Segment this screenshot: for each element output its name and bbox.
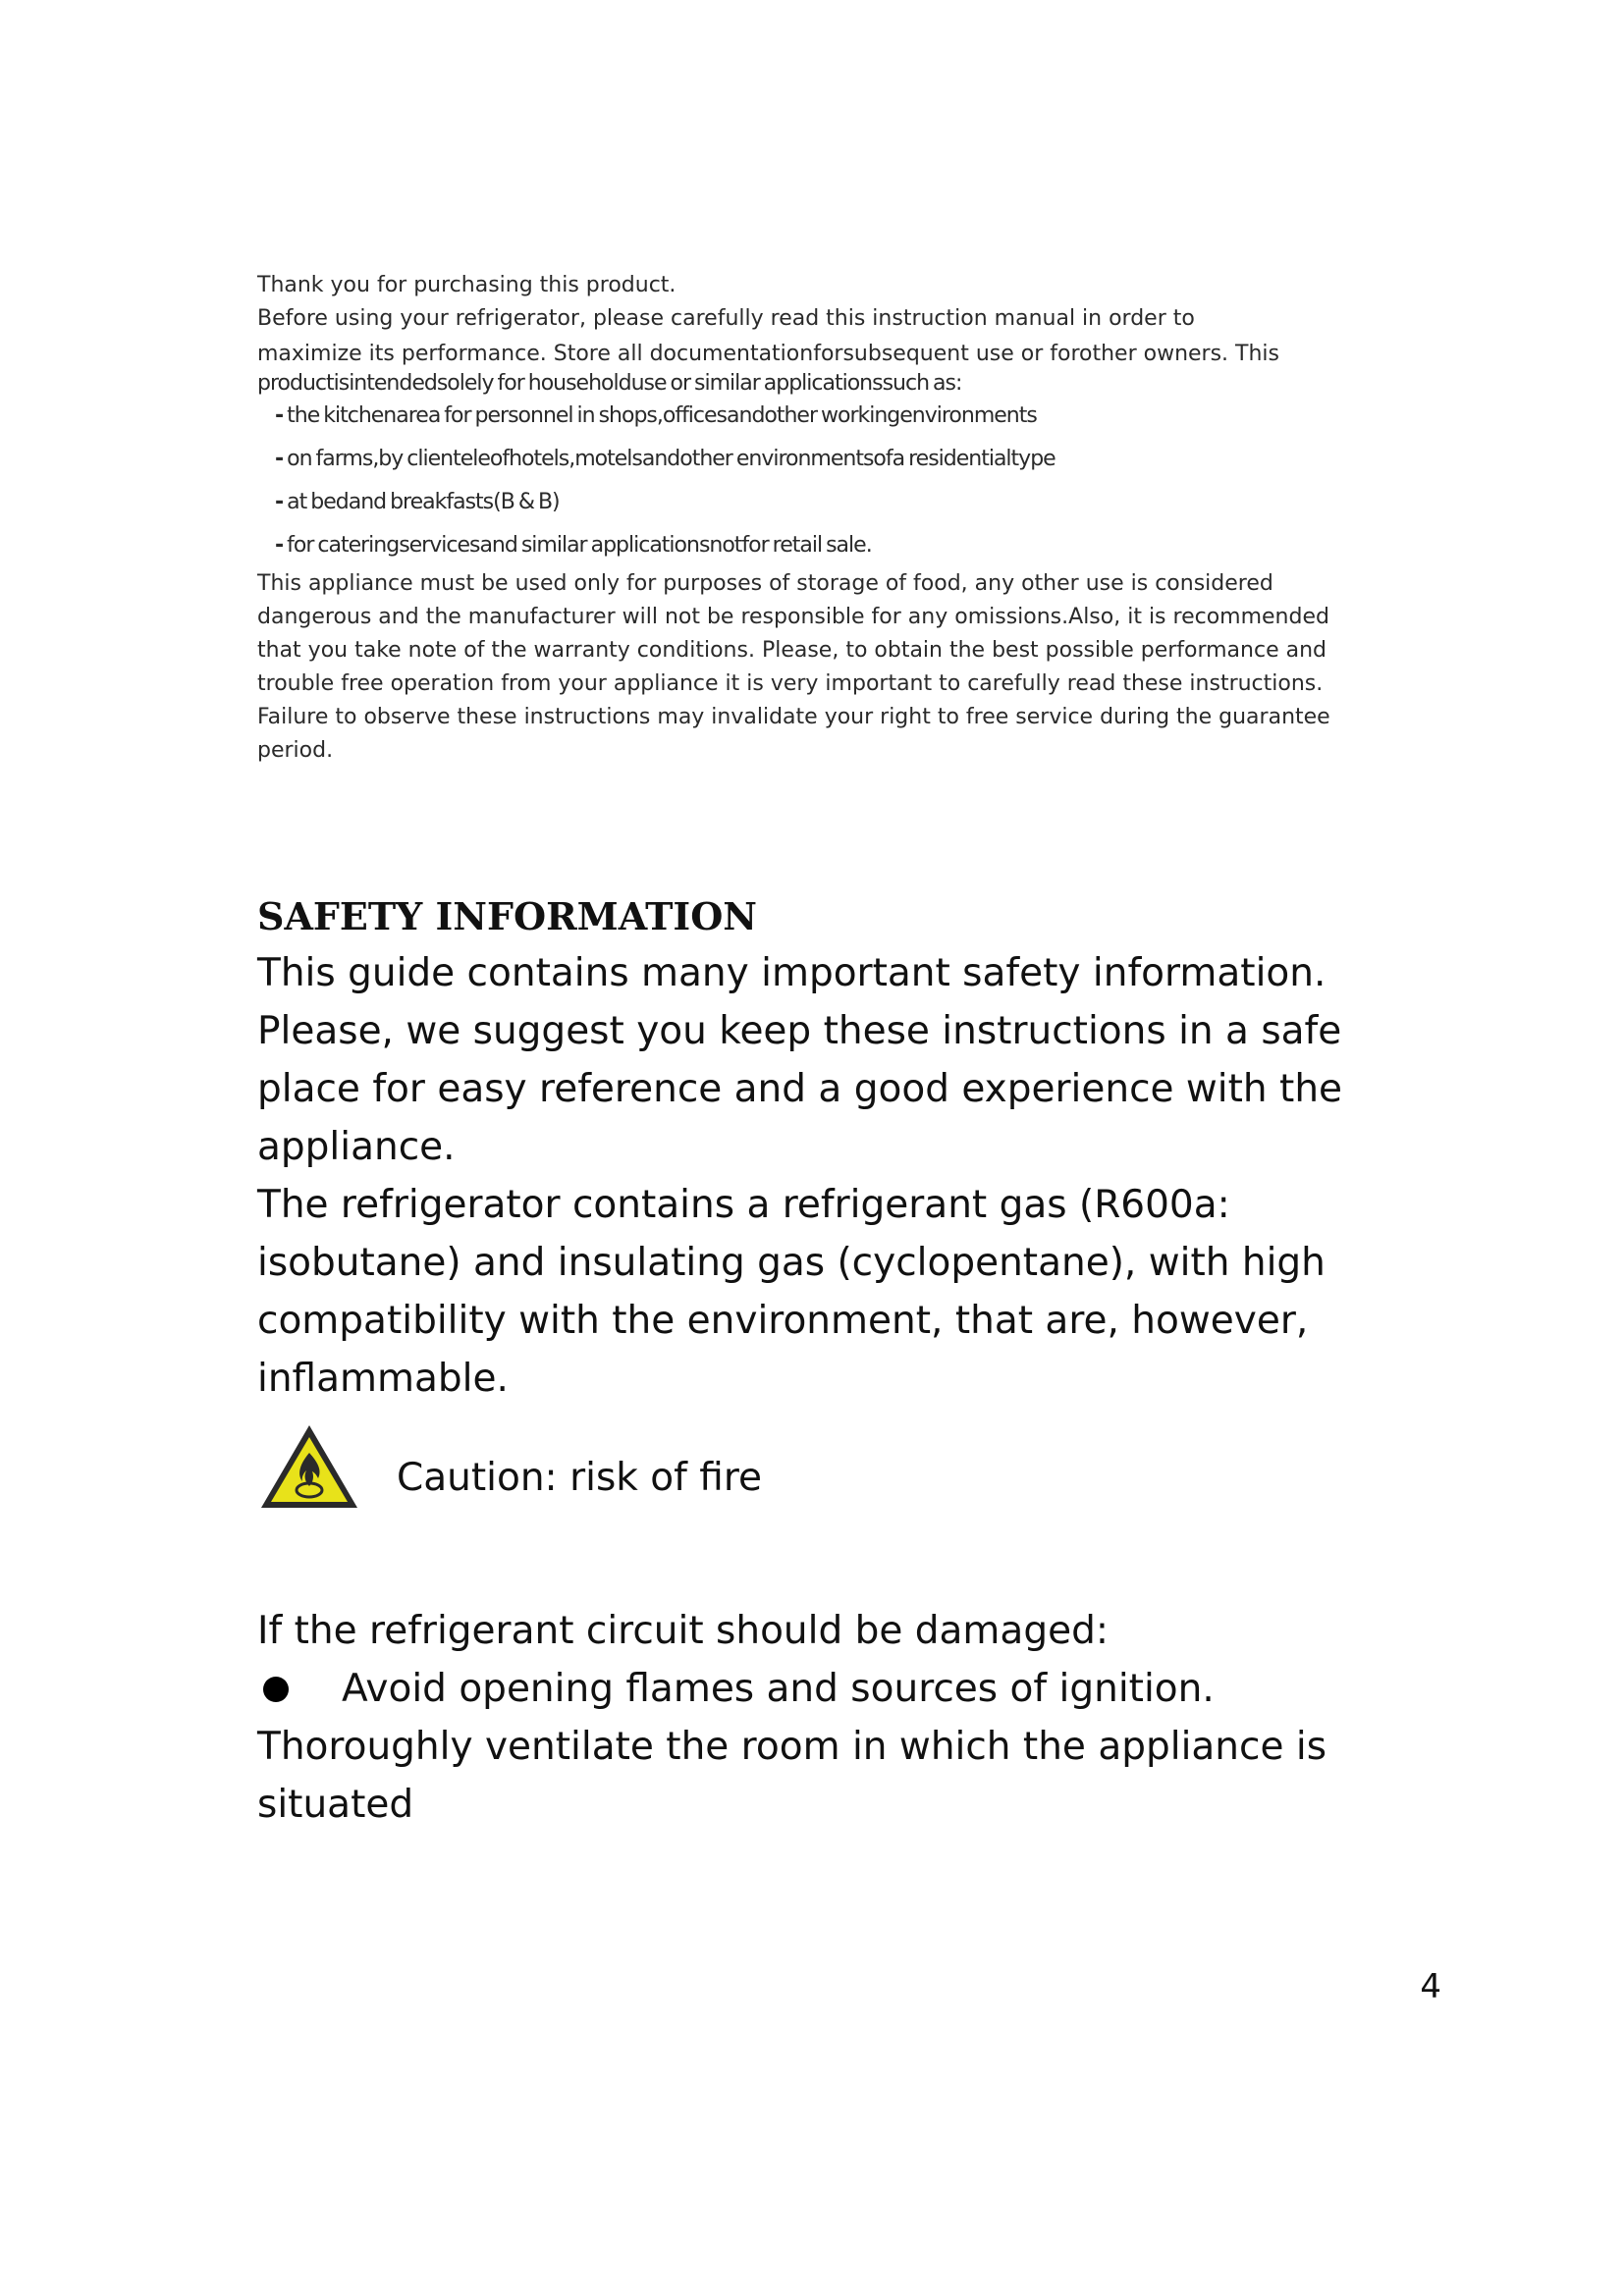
caution-row: [257, 1414, 762, 1522]
usage-list-item: - at bedand breakfasts(B & B): [275, 490, 560, 514]
bullet-dot-icon: [263, 1677, 289, 1702]
intro-line-2: Before using your refrigerator, please carefully read this instruction manual in order to: [257, 306, 1195, 331]
damage-section: [257, 1602, 1406, 1834]
usage-para-line: Failure to observe these instructions may invalidate your right to free service during the guarantee: [257, 705, 1330, 729]
usage-list-item: - the kitchenarea for personnel in shops,officesandother workingenvironments: [275, 403, 1037, 428]
usage-para-line: trouble free operation from your appliance it is very important to carefully read these instructions.: [257, 671, 1324, 696]
damage-line: Thoroughly ventilate the room in which the appliance is: [257, 1725, 1327, 1769]
damage-bullet-item: [257, 1660, 1406, 1718]
usage-list-item: - on farms,by clienteleofhotels,motelsandother environmentsofa residentialtype: [275, 447, 1056, 471]
usage-list-item: - for cateringservicesand similar applicationsnotfor retail sale.: [275, 533, 872, 558]
intro-section: [257, 269, 1367, 768]
safety-line: Please, we suggest you keep these instructions in a safe: [257, 1009, 1342, 1053]
caution-text: Caution: risk of fire: [397, 1455, 762, 1500]
usage-list: [257, 395, 1367, 567]
usage-para-line: This appliance must be used only for purposes of storage of food, any other use is considered: [257, 571, 1273, 596]
safety-line: compatibility with the environment, that are, however,: [257, 1299, 1309, 1343]
intro-line-4: productisintendedsolely for householduse or similar applicationssuch as:: [257, 371, 962, 396]
safety-line: appliance.: [257, 1125, 456, 1169]
fire-warning-triangle-icon: [257, 1421, 361, 1514]
page-number: 4: [1420, 1967, 1441, 2006]
safety-section: [257, 889, 1406, 1408]
damage-intro: If the refrigerant circuit should be damaged:: [257, 1609, 1109, 1653]
damage-bullet-text: Avoid opening flames and sources of ignition.: [342, 1667, 1215, 1711]
safety-line: isobutane) and insulating gas (cyclopentane), with high: [257, 1241, 1326, 1285]
intro-line-3: maximize its performance. Store all documentationforsubsequent use or forother owners. This: [257, 342, 1280, 366]
usage-para-line: that you take note of the warranty conditions. Please, to obtain the best possible performance and: [257, 638, 1326, 663]
usage-para-line: dangerous and the manufacturer will not be responsible for any omissions.Also, it is recommended: [257, 605, 1329, 629]
safety-line: place for easy reference and a good experience with the: [257, 1067, 1343, 1111]
safety-heading: SAFETY INFORMATION: [257, 894, 758, 938]
intro-thanks: Thank you for purchasing this product.: [257, 273, 677, 297]
safety-line: The refrigerator contains a refrigerant gas (R600a:: [257, 1183, 1230, 1227]
usage-para-line: period.: [257, 738, 334, 763]
damage-line: situated: [257, 1783, 414, 1827]
safety-line: This guide contains many important safety information.: [257, 951, 1326, 995]
safety-line: inflammable.: [257, 1357, 509, 1401]
